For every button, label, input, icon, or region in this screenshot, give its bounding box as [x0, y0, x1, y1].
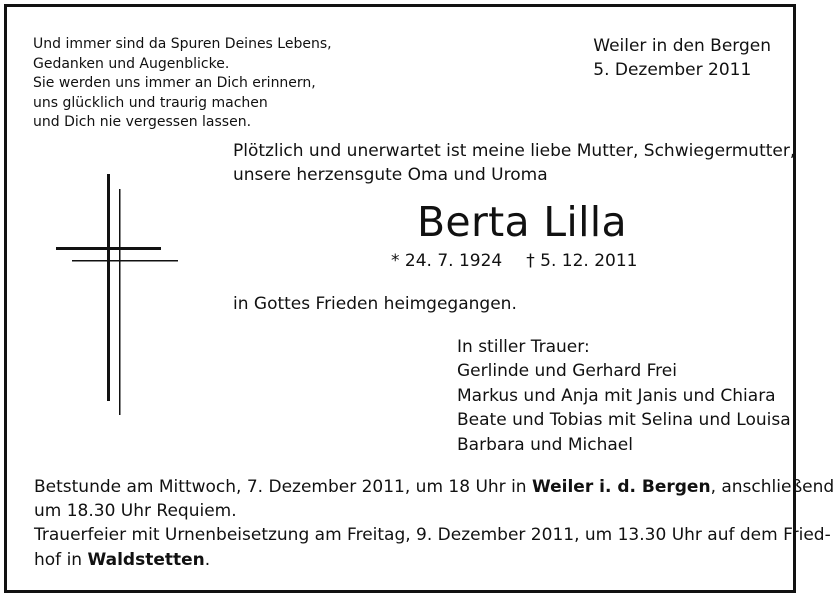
poem-line: Und immer sind da Spuren Deines Lebens, — [33, 36, 332, 52]
mourner-entry: Barbara und Michael — [457, 434, 633, 455]
intro-line: Plötzlich und unerwartet ist meine liebe Mutter, Schwiegermutter, — [233, 141, 796, 161]
cross-horizontal-thin — [72, 260, 178, 262]
mourner-entry: Gerlinde und Gerhard Frei — [457, 361, 677, 382]
poem-line: uns glücklich und traurig machen — [33, 94, 268, 111]
memorial-poem — [33, 35, 332, 133]
obituary-notice — [4, 4, 834, 593]
death-date: † 5. 12. 2011 — [526, 251, 638, 271]
notes-line: um 18.30 Uhr Requiem. — [34, 501, 237, 522]
mourners-heading: In stiller Trauer: — [457, 337, 590, 357]
notes-text: Betstunde am Mittwoch, 7. Dezember 2011, um 18 Uhr in — [34, 477, 532, 497]
announcement-closing: in Gottes Frieden heimgegangen. — [233, 294, 517, 314]
notes-line: Trauerfeier mit Urnenbeisetzung am Freitag, 9. Dezember 2011, um 13.30 Uhr auf dem Fried- — [34, 525, 831, 546]
birth-date: * 24. 7. 1924 — [391, 251, 503, 271]
cross-horizontal-bar — [56, 247, 161, 250]
place-and-date — [593, 34, 771, 82]
poem-line: und Dich nie vergessen lassen. — [33, 114, 252, 130]
notes-place-bold: Weiler i. d. Bergen — [531, 477, 711, 497]
notes-text: , anschließend — [710, 477, 834, 497]
cross-vertical-bar — [107, 174, 110, 401]
mourner-entry: Beate und Tobias mit Selina und Louisa — [457, 410, 791, 431]
mourner-entry: Markus und Anja mit Janis und Chiara — [457, 385, 776, 406]
announcement-intro — [233, 139, 795, 187]
notes-line — [34, 548, 834, 572]
life-dates — [391, 249, 637, 273]
notes-text: hof in — [34, 549, 88, 570]
notes-place-bold: Waldstetten — [87, 549, 205, 570]
deceased-name: Berta Lilla — [417, 198, 627, 246]
intro-line: unsere herzensgute Oma und Uroma — [233, 165, 548, 185]
cross-vertical-thin — [119, 189, 121, 415]
date: 5. Dezember 2011 — [593, 60, 752, 80]
cross-icon — [52, 167, 192, 417]
poem-line: Gedanken und Augenblicke. — [33, 55, 230, 72]
poem-line: Sie werden uns immer an Dich erinnern, — [33, 75, 316, 91]
notes-text: . — [204, 549, 211, 570]
place: Weiler in den Bergen — [593, 36, 771, 56]
service-notes — [34, 475, 834, 572]
notes-line — [34, 475, 834, 499]
mourners-list — [457, 335, 791, 457]
